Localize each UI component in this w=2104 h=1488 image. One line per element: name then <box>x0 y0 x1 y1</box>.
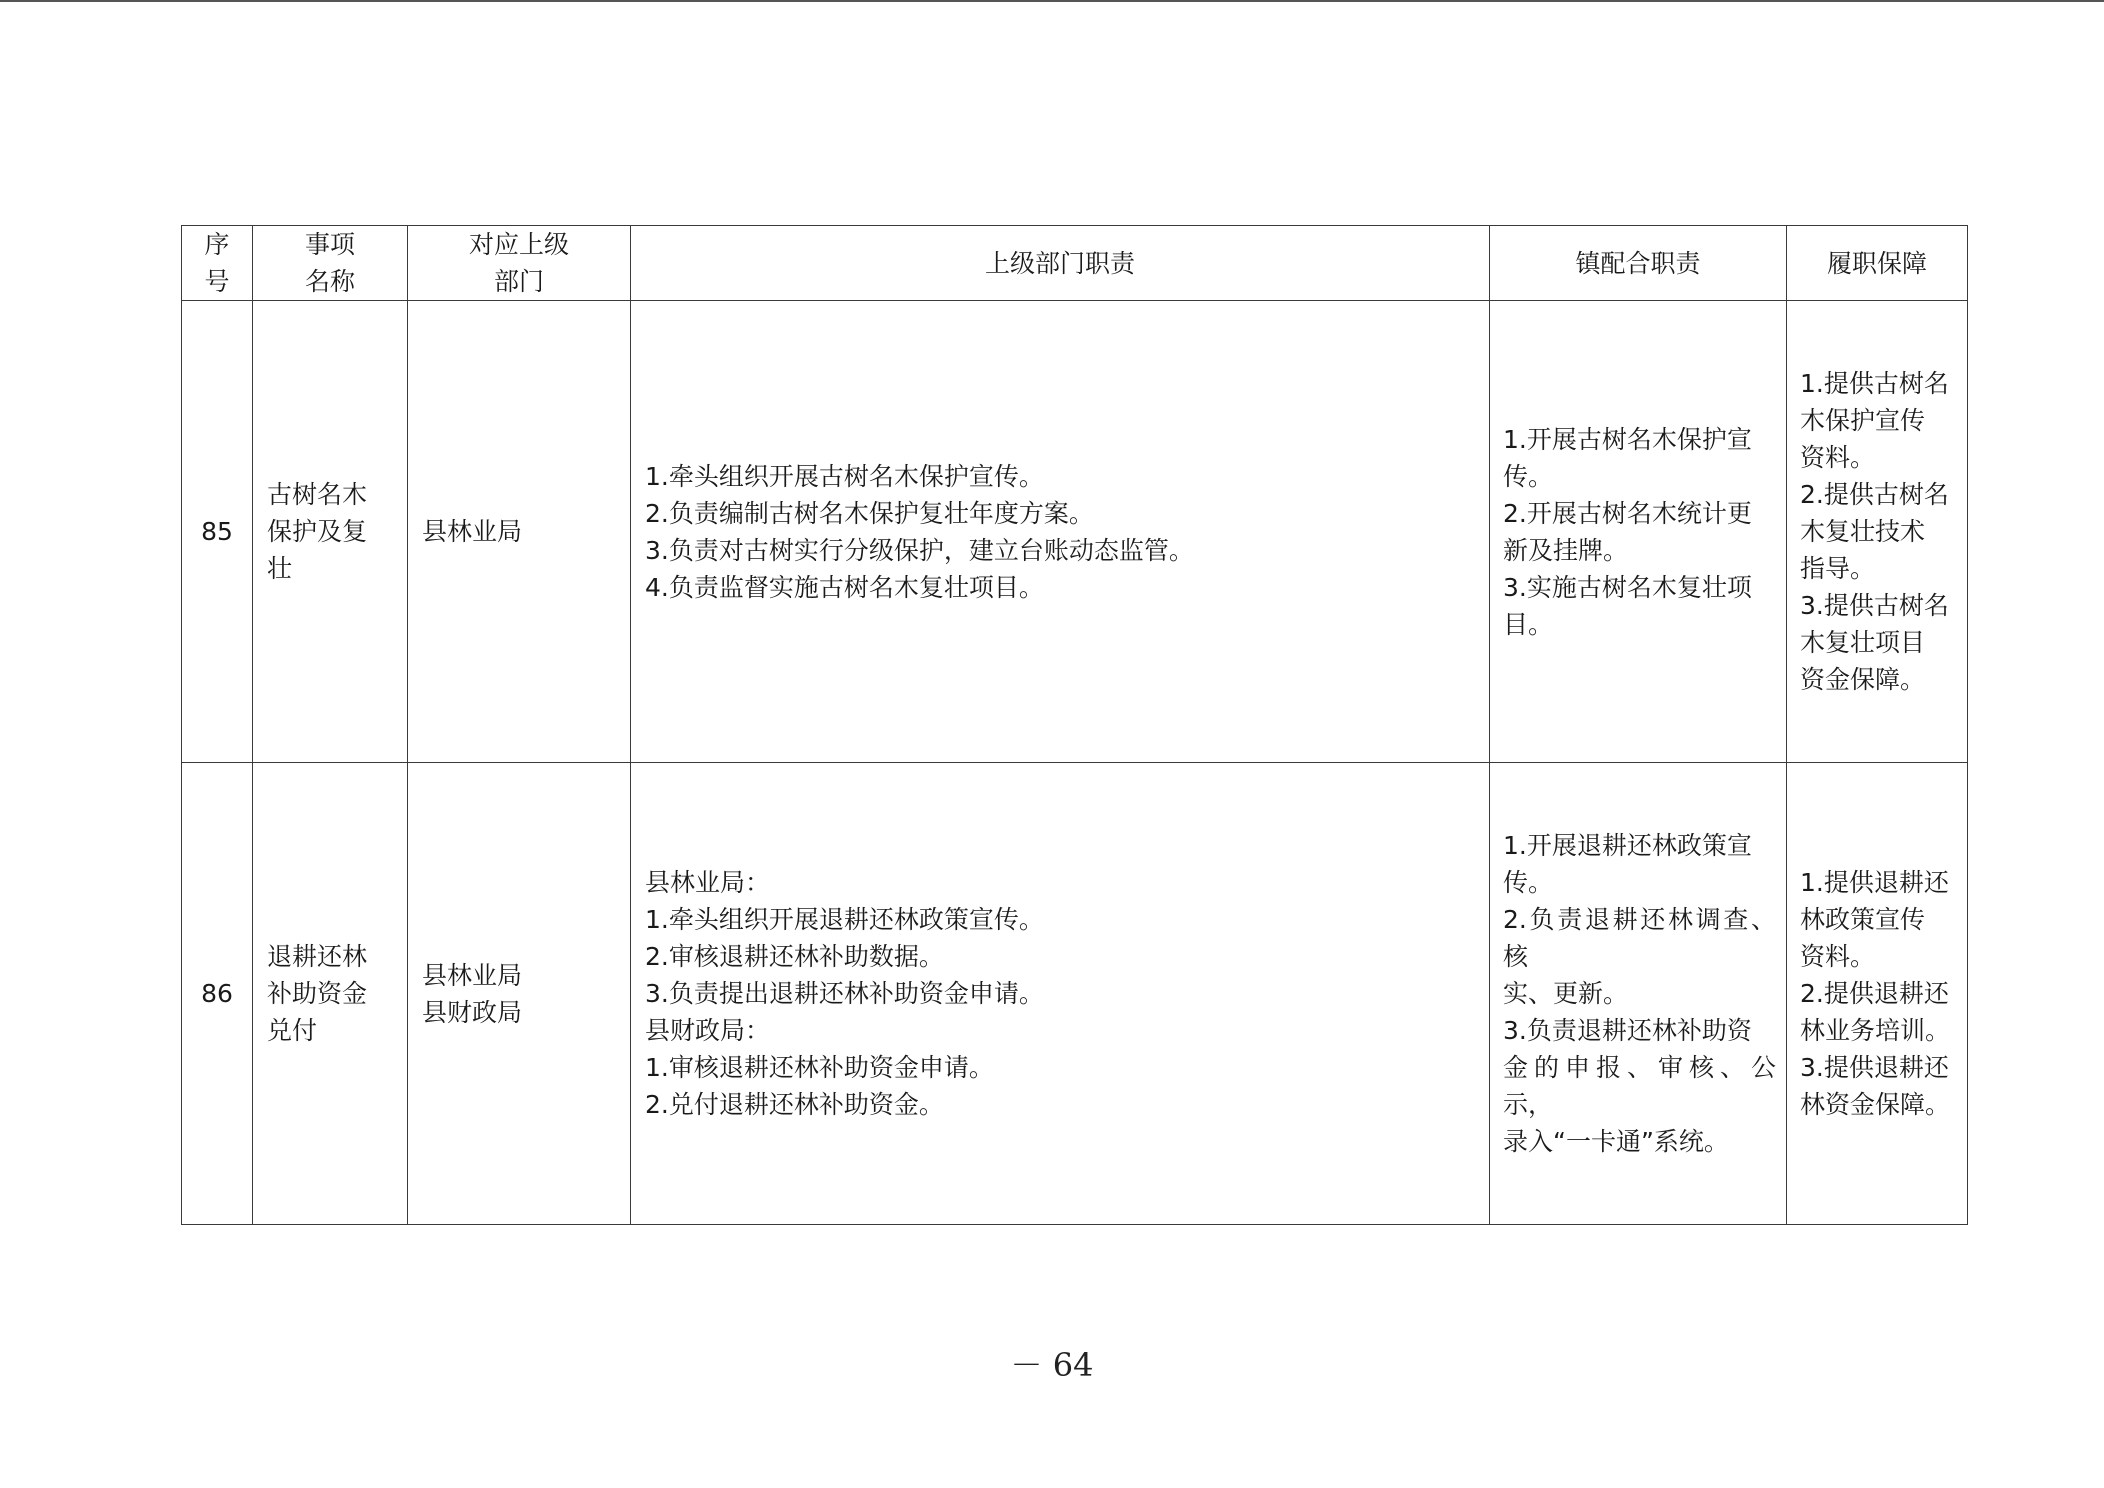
header-no-line: 号 <box>204 267 230 296</box>
header-town-coop: 镇配合职责 <box>1490 226 1787 301</box>
item-name-line: 保护及复 <box>267 517 368 546</box>
header-no-line: 序 <box>204 230 230 259</box>
duty-table <box>181 225 1968 1225</box>
coop-line: 实、更新。 <box>1503 979 1629 1008</box>
header-duty: 上级部门职责 <box>631 226 1490 301</box>
guarantee-line: 指导。 <box>1800 554 1876 583</box>
coop-line: 金的申报、审核、公示， <box>1503 1053 1776 1119</box>
coop-line: 3.负责退耕还林补助资 <box>1503 1016 1752 1045</box>
header-guarantee: 履职保障 <box>1787 226 1968 301</box>
item-name-line: 兑付 <box>267 1016 318 1045</box>
town-coop-cell <box>1490 763 1787 1225</box>
guarantee-line: 林业务培训。 <box>1800 1016 1951 1045</box>
guarantee-line: 资料。 <box>1800 443 1876 472</box>
page-number: － 64 <box>1010 1346 1094 1384</box>
guarantee-line: 3.提供古树名 <box>1800 591 1949 620</box>
town-coop-cell <box>1490 301 1787 763</box>
header-department <box>408 226 631 301</box>
guarantee-line: 3.提供退耕还 <box>1800 1053 1949 1082</box>
header-row <box>182 226 1968 301</box>
guarantee-line: 2.提供古树名 <box>1800 480 1949 509</box>
coop-line: 目。 <box>1503 609 1554 639</box>
coop-line: 传。 <box>1503 868 1554 897</box>
coop-line: 1.开展退耕还林政策宣 <box>1503 831 1752 860</box>
coop-line: 2.负责退耕还林调查、核 <box>1503 905 1776 971</box>
coop-line: 1.开展古树名木保护宣 <box>1503 424 1752 454</box>
guarantee-line: 林政策宣传 <box>1800 905 1926 934</box>
duty-line: 2.审核退耕还林补助数据。 <box>645 942 944 971</box>
header-item-line: 名称 <box>304 267 355 296</box>
guarantee-line: 林资金保障。 <box>1800 1090 1951 1119</box>
duty-line: 1.牵头组织开展古树名木保护宣传。 <box>645 461 1044 491</box>
duty-line: 1.审核退耕还林补助资金申请。 <box>645 1053 994 1082</box>
duty-line: 2.负责编制古树名木保护复壮年度方案。 <box>645 498 1094 528</box>
item-name-cell <box>253 763 408 1225</box>
item-name-line: 退耕还林 <box>267 942 368 971</box>
department-line: 县林业局 <box>422 517 523 546</box>
row-number: 85 <box>182 301 253 763</box>
table-row <box>182 763 1968 1225</box>
duty-line: 3.负责提出退耕还林补助资金申请。 <box>645 979 1044 1008</box>
duty-line: 县林业局： <box>645 868 771 897</box>
row-number: 86 <box>182 763 253 1225</box>
duty-cell <box>631 763 1490 1225</box>
department-line: 县林业局 <box>422 960 523 990</box>
guarantee-cell <box>1787 763 1968 1225</box>
item-name-line: 补助资金 <box>267 979 368 1008</box>
duty-line: 3.负责对古树实行分级保护，建立台账动态监管。 <box>645 535 1194 565</box>
guarantee-line: 木复壮技术 <box>1800 517 1926 546</box>
guarantee-line: 1.提供退耕还 <box>1800 868 1949 897</box>
guarantee-line: 资料。 <box>1800 942 1876 971</box>
header-no <box>182 226 253 301</box>
department-line: 县财政局 <box>422 997 523 1027</box>
guarantee-line: 资金保障。 <box>1800 665 1926 694</box>
duty-line: 1.牵头组织开展退耕还林政策宣传。 <box>645 905 1044 934</box>
header-dept-line: 部门 <box>493 267 544 296</box>
coop-line: 3.实施古树名木复壮项 <box>1503 572 1752 602</box>
guarantee-cell <box>1787 301 1968 763</box>
item-name-line: 古树名木 <box>267 480 368 509</box>
header-dept-line: 对应上级 <box>468 230 569 259</box>
guarantee-line: 木保护宣传 <box>1800 406 1926 435</box>
duty-line: 县财政局： <box>645 1016 771 1045</box>
table-row <box>182 301 1968 763</box>
coop-line: 新及挂牌。 <box>1503 535 1629 565</box>
duty-line: 2.兑付退耕还林补助资金。 <box>645 1090 944 1119</box>
guarantee-line: 木复壮项目 <box>1800 628 1926 657</box>
coop-line: 传。 <box>1503 461 1554 491</box>
coop-line: 2.开展古树名木统计更 <box>1503 498 1752 528</box>
top-border-line <box>0 0 2104 2</box>
department-cell <box>408 763 631 1225</box>
duty-cell <box>631 301 1490 763</box>
item-name-line: 壮 <box>267 554 293 583</box>
duty-line: 4.负责监督实施古树名木复壮项目。 <box>645 572 1044 602</box>
guarantee-line: 1.提供古树名 <box>1800 369 1949 398</box>
header-item-line: 事项 <box>304 230 355 259</box>
header-item-name <box>253 226 408 301</box>
coop-line: 录入“一卡通”系统。 <box>1503 1127 1729 1156</box>
guarantee-line: 2.提供退耕还 <box>1800 979 1949 1008</box>
department-cell <box>408 301 631 763</box>
item-name-cell <box>253 301 408 763</box>
